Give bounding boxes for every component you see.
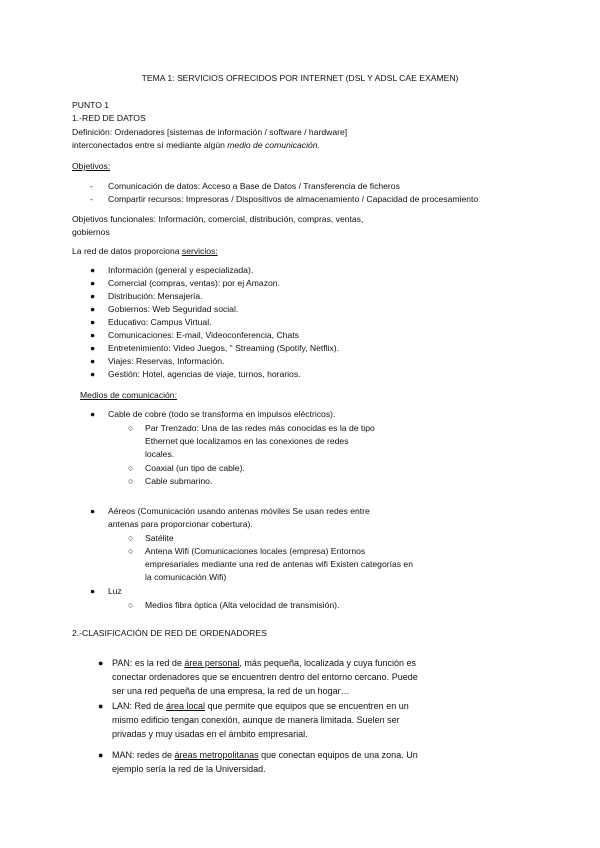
aereos-line-1: Aéreos (Comunicación usando antenas móviles Se usan redes entre (108, 506, 370, 516)
bullet-icon: ● (90, 343, 96, 353)
pan-line-1 (112, 657, 416, 669)
bullet-icon: ● (90, 369, 96, 379)
servicio-item: Viajes: Reservas, Información. (108, 356, 225, 366)
bullet-icon: ● (98, 701, 104, 711)
definition-text: interconectados entre sí mediante algún (72, 140, 228, 150)
man-underlined: áreas metropolitanas (174, 750, 259, 760)
servicio-item: Educativo: Campus Virtual. (108, 317, 212, 327)
circle-bullet-icon: ○ (128, 463, 134, 473)
man-line-1 (112, 749, 418, 761)
cable-item: Cable de cobre (todo se transforma en impulsos eléctricos). (108, 409, 336, 419)
punto-label: PUNTO 1 (72, 100, 110, 110)
bullet-icon: ● (90, 409, 96, 419)
lan-line-1 (112, 700, 409, 712)
servicio-item: Comunicaciones: E-mail, Videoconferencia, Chats (108, 330, 299, 340)
definition-italic: medio de comunicación. (227, 140, 320, 150)
luz-item: Luz (108, 586, 122, 596)
bullet-icon: ● (90, 586, 96, 596)
servicio-item: Entretenimiento: Video Juegos, " Streaming (Spotify, Netflix). (108, 343, 340, 353)
circle-bullet-icon: ○ (128, 533, 134, 543)
bullet-icon: ● (98, 750, 104, 760)
objetivos-heading: Objetivos: (72, 161, 111, 171)
servicio-item: Gestión: Hotel, agencias de viaje, turnos, horarios. (108, 369, 301, 379)
section1-heading: 1.-RED DE DATOS (72, 113, 146, 123)
antena-line-3: la comunicación Wifi) (145, 572, 227, 582)
par-trenzado-line-1: Par Trenzado: Una de las redes más conocidas es la de tipo (145, 423, 375, 433)
lan-underlined: área local (166, 701, 206, 711)
objetivos-funcionales-line-2: gobiernos (72, 227, 110, 237)
bullet-icon: ● (90, 265, 96, 275)
satelite-item: Satélite (145, 533, 174, 543)
objetivo-item: Compartir recursos: Impresoras / Dispositivos de almacenamiento / Capacidad de procesamiento (108, 194, 479, 204)
lan-line-2: mismo edificio tengan conexión, aunque de manera limitada. Suelen ser (112, 715, 400, 725)
lan-suffix: que permite que equipos que se encuentren en un (205, 701, 409, 711)
definition-line-2 (72, 139, 320, 151)
bullet-icon: ● (90, 304, 96, 314)
circle-bullet-icon: ○ (128, 423, 134, 433)
lan-line-3: privadas y muy usadas en el ámbito empresarial. (112, 729, 308, 739)
bullet-icon: ● (90, 291, 96, 301)
submarino-item: Cable submarino. (145, 476, 213, 486)
man-suffix: que conectan equipos de una zona. Un (258, 750, 418, 760)
servicio-item: Comercial (compras, ventas): por ej Amazon. (108, 278, 280, 288)
servicios-intro (72, 245, 218, 257)
servicio-item: Gobiernos: Web Seguridad social. (108, 304, 239, 314)
pan-line-3: ser una red pequeña de una empresa, la red de un hogar… (112, 686, 350, 696)
bullet-icon: ● (98, 658, 104, 668)
bullet-icon: ● (90, 506, 96, 516)
servicios-intro-text: La red de datos proporciona (72, 246, 182, 256)
definition-line-1: Definición: Ordenadores [sistemas de información / software / hardware] (72, 127, 348, 137)
man-line-2: ejemplo sería la red de la Universidad. (112, 764, 266, 774)
bullet-icon: ● (90, 278, 96, 288)
circle-bullet-icon: ○ (128, 546, 134, 556)
document-title: TEMA 1: SERVICIOS OFRECIDOS POR INTERNET (DSL Y ADSL CAE EXAMEN) (141, 73, 459, 83)
pan-suffix: , más pequeña, localizada y cuya función es (239, 658, 417, 668)
pan-prefix: PAN: es la red de (112, 658, 185, 668)
lan-prefix: LAN: Red de (112, 701, 167, 711)
circle-bullet-icon: ○ (128, 600, 134, 610)
pan-underlined: área personal (184, 658, 240, 668)
servicios-underlined: servicios: (181, 246, 218, 256)
objetivos-funcionales-line-1: Objetivos funcionales: Información, comercial, distribución, compras, ventas, (72, 214, 364, 224)
bullet-icon: ● (90, 356, 96, 366)
servicio-item: Distribución: Mensajería. (108, 291, 203, 301)
par-trenzado-line-3: locales. (145, 449, 175, 459)
par-trenzado-line-2: Ethernet que localizamos en las conexiones de redes (145, 436, 349, 446)
dash-bullet: - (90, 194, 93, 204)
medios-heading: Medios de comunicación: (80, 390, 177, 400)
circle-bullet-icon: ○ (128, 476, 134, 486)
bullet-icon: ● (90, 317, 96, 327)
section2-heading: 2.-CLASIFICACIÓN DE RED DE ORDENADORES (72, 628, 267, 638)
man-prefix: MAN: redes de (112, 750, 175, 760)
fibra-item: Medios fibra óptica (Alta velocidad de transmisión). (145, 600, 340, 610)
coaxial-item: Coaxial (un tipo de cable). (145, 463, 245, 473)
pan-line-2: conectar ordenadores que se encuentren dentro del entorno cercano. Puede (112, 672, 418, 682)
dash-bullet: - (90, 181, 93, 191)
bullet-icon: ● (90, 330, 96, 340)
servicio-item: Información (general y especializada). (108, 265, 254, 275)
antena-line-2: empresariales mediante una red de antenas wifi Existen categorías en (145, 559, 413, 569)
antena-line-1: Antena Wifi (Comunicaciones locales (empresa) Entornos (145, 546, 366, 556)
aereos-line-2: antenas para proporcionar cobertura). (108, 519, 253, 529)
objetivo-item: Comunicación de datos: Acceso a Base de Datos / Transferencia de ficheros (108, 181, 400, 191)
